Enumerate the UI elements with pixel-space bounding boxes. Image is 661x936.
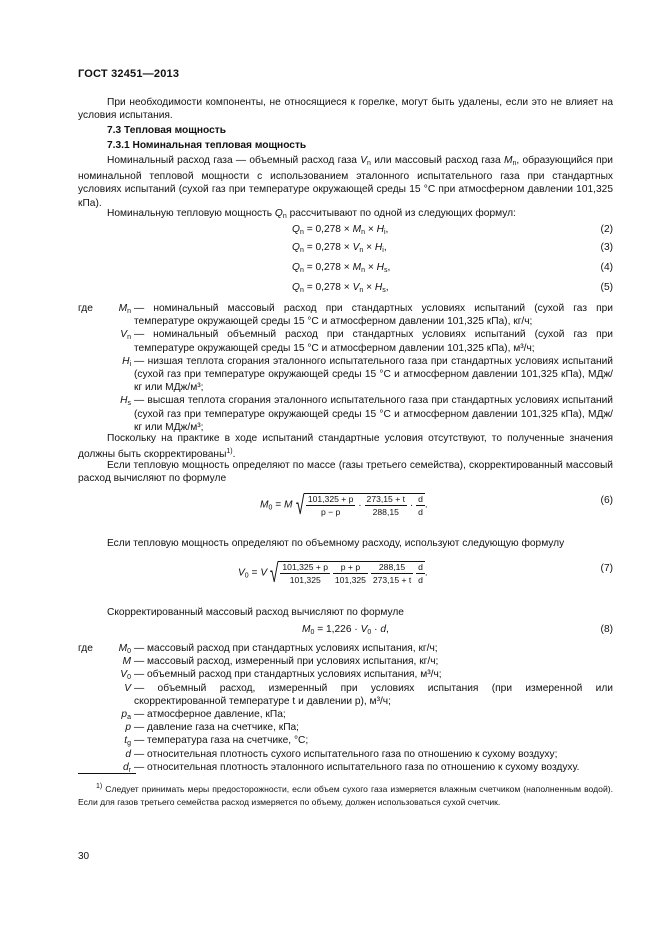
definition-V: V — объемный расход, измеренный при условиях испытания (при измеренной или скорректированной температуре t и давлении p), м³/ч; [124,682,613,707]
definitions-list-2 [78,642,613,774]
definition-Hi: $H_i$ — низшая теплота сгорания эталонного испытательного газа при стандартных условиях испытаний (сухой газ при температуре окружающей среды 15 °С и атмосферном давлении 101,325 кПа), МДж/кг или МДж/м³; [122,355,613,394]
correction-paragraph: Поскольку на практике в ходе испытаний стандартные условия отсутствуют, то полученные значения должны быть скорректированы$^{1)}$. [78,433,613,461]
footnote-ref: 1) [226,448,233,456]
definition-M: M — массовый расход, измеренный при условиях испытания, кг/ч; [122,656,439,668]
definition-p: p — давление газа на счетчике, кПа; [125,722,300,734]
corrected-mass-paragraph: Скорректированный массовый расход вычисляют по формуле [107,607,404,618]
formula-3: $Q_n = 0,278 \times V_n \times H_i$, (3) [292,242,613,254]
definition-pa: $p_a$ — атмосферное давление, кПа; [121,709,286,722]
section-7-3-1-heading: 7.3.1 Номинальная тепловая мощность [107,140,307,151]
formula-5: $Q_n = 0,278 \times V_n \times H_s$, (5) [292,282,613,294]
definition-V0: $V_0$ — объемный расход при стандартных условиях испытания, м³/ч; [120,669,442,682]
heat-power-paragraph: Номинальную тепловую мощность $Q_n$ рассчитывают по одной из следующих формул: [107,208,516,220]
definitions-list-1 [78,302,613,434]
definition-Mn: где $M_n$ — номинальный массовый расход при стандартных условиях испытаний (сухой газ при температуре окружающей среды 15 °С и атмосферном давлении 101,325 кПа), кг/ч; [78,303,613,328]
intro-paragraph: При необходимости компоненты, не относящиеся к горелке, могут быть удалены, если это не влияет на условия испытания. [78,97,613,122]
formula-7: $V_0 = V$ √ $\frac{101,325 + p}{101,325}$ $\frac{p + p}{101,325}$ $\frac{288,15}{273,15 + t}$ $\frac{d}{d}$ . (7) [238,558,613,588]
definition-Vn: $V_n$ — номинальный объемный расход при стандартных условиях испытаний (сухой газ при температуре окружающей среды 15 °С и атмосферном давлении 101,325 кПа), м³/ч; [120,329,613,354]
footnote-separator [78,773,136,774]
definition-d: d — относительная плотность сухого испытательного газа по отношению к сухому воздуху; [125,748,558,760]
footnote: $^{1)}$ Следует принимать меры предосторожности, если объем сухого газа измеряется влажным счетчиком (наполненным водой). Если для газов третьего семейства расход измеряется по объему, должен использоваться сухой счетчик. [78,783,613,807]
volume-method-paragraph: Если тепловую мощность определяют по объемному расходу, используют следующую формулу [107,538,565,549]
definition-tg: $t_g$ — температура газа на счетчике, °С; [124,735,309,748]
definition-M0: где $M_0$ — массовый расход при стандартных условиях испытания, кг/ч; [78,643,438,655]
formula-2: $Q_n = 0,278 \times M_n \times H_i$, (2) [292,224,613,236]
formula-8: $M_0 = 1,226 \cdot V_0 \cdot d$, (8) [302,624,613,636]
definition-dr: $d_r$ — относительная плотность эталонного испытательного газа по отношению к сухому воздуху. [122,761,580,774]
section-7-3-heading: 7.3 Тепловая мощность [107,125,227,136]
definition-Hs: $H_s$ — высшая теплота сгорания эталонного испытательного газа при стандартных условиях испытаний (сухой газ при температуре окружающей среды 15 °С и атмосферном давлении 101,325 кПа), МДж/кг или МДж/м³; [120,395,613,433]
standard-header: ГОСТ 32451—2013 [78,68,180,80]
formula-4: $Q_n = 0,278 \times M_n \times H_s$, (4) [292,262,613,274]
formula-6: $M_0 = M$ √ $\frac{101,325 + p}{p - p}$ · $\frac{273,15 + t}{288,15}$ · $\frac{d}{d}$ . (6) [260,490,613,520]
nominal-flow-paragraph: Номинальный расход газа — объемный расход газа $V_n$ или массовый расход газа $M_n$, образующийся при номинальной тепловой мощности с использованием эталонного испытательного газа при стандартных условиях испытаний (сухой газ при температуре окружающей среды 15 °С при атмосферном давлении 101,325 кПа). [78,155,613,209]
mass-method-paragraph: Если тепловую мощность определяют по массе (газы третьего семейства), скорректированный массовый расход вычисляют по формуле [78,460,613,485]
page-number: 30 [78,851,90,862]
